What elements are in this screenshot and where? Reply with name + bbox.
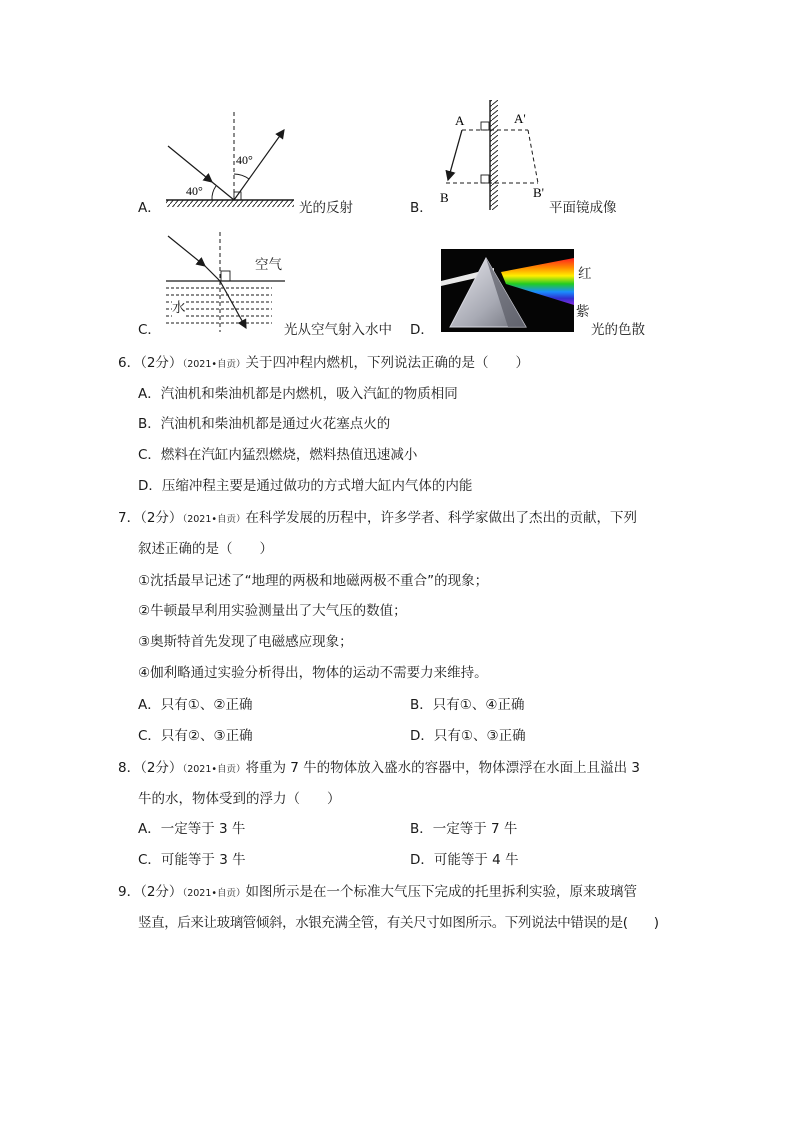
question-stem-line2: 牛的水，物体受到的浮力（ ） [138, 791, 341, 807]
figure-a-caption: 光的反射 [299, 200, 353, 216]
label-a-prime: A' [514, 111, 526, 126]
label-purple: 紫 [576, 304, 590, 320]
q7-statement-3: ③奥斯特首先发现了电磁感应现象； [138, 634, 353, 650]
q7-statement-1: ①沈括最早记述了“地理的两极和地磁两极不重合”的现象； [138, 573, 489, 589]
angle-label-top: 40° [236, 153, 253, 167]
q8-option-c: C．可能等于 3 牛 [138, 852, 246, 868]
q7-option-d: D．只有①、③正确 [410, 728, 526, 744]
q6-option-c: C．燃料在汽缸内猛烈燃烧，燃料热值迅速减小 [138, 447, 418, 463]
question-stem: 8．（2分）（2021•自贡）将重为 7 牛的物体放入盛水的容器中，物体漂浮在水面上且溢出 3 [118, 760, 641, 776]
q8-option-d: D．可能等于 4 牛 [410, 852, 519, 868]
option-b-letter: B． [410, 200, 433, 216]
figure-c-caption: 光从空气射入水中 [284, 322, 392, 338]
q6-option-b: B．汽油机和柴油机都是通过火花塞点火的 [138, 416, 391, 432]
question-stem-line2: 竖直，后来让玻璃管倾斜，水银充满全管，有关尺寸如图所示。下列说法中错误的是( ) [138, 915, 659, 931]
q8-option-a: A．一定等于 3 牛 [138, 821, 246, 837]
question-stem: 7．（2分）（2021•自贡）在科学发展的历程中，许多学者、科学家做出了杰出的贡献，下列 [118, 510, 637, 526]
q7-option-b: B．只有①、④正确 [410, 697, 525, 713]
q7-option-a: A．只有①、②正确 [138, 697, 253, 713]
question-stem: 6．（2分）（2021•自贡）关于四冲程内燃机，下列说法正确的是（ ） [118, 355, 529, 371]
q7-statement-2: ②牛顿最早利用实验测量出了大气压的数值； [138, 603, 407, 619]
q7-statement-4: ④伽利略通过实验分析得出，物体的运动不需要力来维持。 [138, 665, 488, 681]
label-air: 空气 [255, 257, 282, 273]
label-a: A [455, 113, 465, 128]
option-c-letter: C． [138, 322, 161, 338]
label-b: B [440, 190, 449, 205]
question-stem-line2: 叙述正确的是（ ） [138, 541, 273, 557]
question-stem: 9．（2分）（2021•自贡）如图所示是在一个标准大气压下完成的托里拆利实验，原来玻璃管 [118, 884, 637, 900]
label-b-prime: B' [533, 185, 545, 200]
q8-option-b: B．一定等于 7 牛 [410, 821, 518, 837]
option-d-letter: D． [410, 322, 434, 338]
q6-option-a: A．汽油机和柴油机都是内燃机，吸入汽缸的物质相同 [138, 386, 458, 402]
label-water: 水 [172, 300, 186, 316]
label-red: 红 [578, 266, 592, 282]
q6-option-d: D．压缩冲程主要是通过做功的方式增大缸内气体的内能 [138, 478, 473, 494]
figure-b-caption: 平面镜成像 [549, 200, 617, 216]
figure-d-caption: 光的色散 [591, 322, 645, 338]
angle-label-left: 40° [186, 184, 203, 198]
q7-option-c: C．只有②、③正确 [138, 728, 253, 744]
option-a-letter: A． [138, 200, 161, 216]
